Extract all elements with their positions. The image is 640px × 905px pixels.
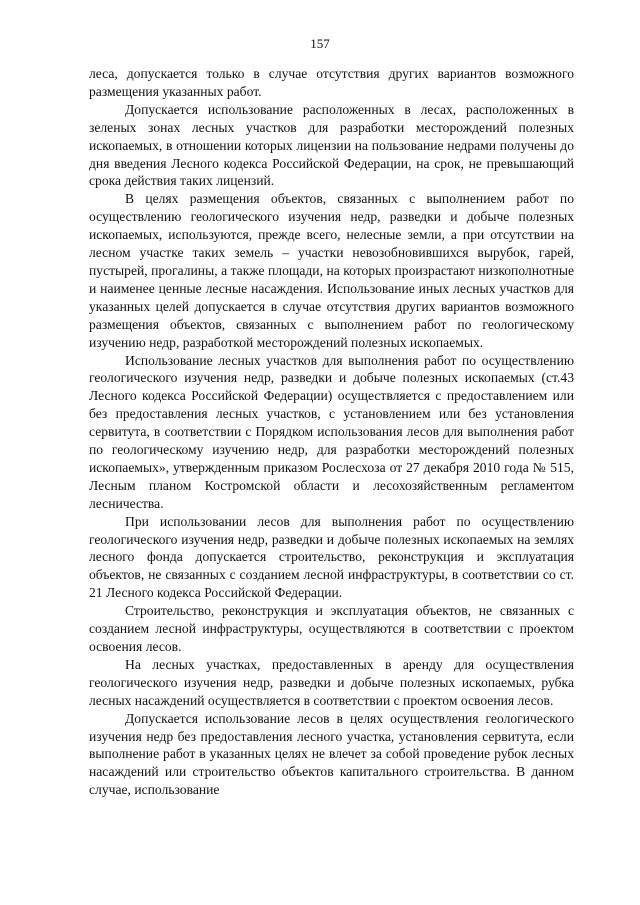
paragraph: При использовании лесов для выполнения работ по осуществлению геологического изучения недр, разведки и добыче полезных ископаемых на землях лесного фонда допускается строительство, реконструкция и эксплуатация объектов, не связанных с созданием лесной инфраструктуры, в соответствии со ст. 21 Лесного кодекса Российской Федерации. <box>89 513 574 601</box>
paragraph: леса, допускается только в случае отсутствия других вариантов возможного размещения указанных работ. <box>89 66 574 99</box>
paragraph: На лесных участках, предоставленных в аренду для осуществления геологического изучения недр, разведки и добыче полезных ископаемых, рубка лесных насаждений осуществляется в соответствии с проектом освоения лесов. <box>89 656 574 708</box>
paragraph: Строительство, реконструкция и эксплуатация объектов, не связанных с созданием лесной инфраструктуры, осуществляются в соответствии с проектом освоения лесов. <box>89 603 574 654</box>
paragraph: Допускается использование лесов в целях осуществления геологического изучения недр без предоставления лесного участка, установления сервитута, если выполнение работ в указанных целях не влечет за собой проведение рубок лесных насаждений или строительство объектов капитального строительства. В данном случае, использование <box>89 710 574 798</box>
document-body <box>89 65 574 799</box>
page-number: 157 <box>310 36 330 51</box>
paragraph: Допускается использование расположенных в лесах, расположенных в зеленых зонах лесных участков для разработки месторождений полезных ископаемых, в отношении которых лицензии на пользование недрами получены до дня введения Лесного кодекса Российской Федерации, на срок, не превышающий срока действия таких лицензий. <box>89 101 574 189</box>
paragraph: Использование лесных участков для выполнения работ по осуществлению геологического изучения недр, разведки и добыче полезных ископаемых (ст.43 Лесного кодекса Российской Федерации) осуществляется с предоставлением или без предоставления лесных участков, с установлением или без установления сервитута, в соответствии с Порядком использования лесов для выполнения работ по геологическому изучению недр, для разработки месторождений полезных ископаемых», утвержденным приказом Рослесхоза от 27 декабря 2010 года № 515, Лесным планом Костромской области и лесохозяйственным регламентом лесничества. <box>89 352 574 511</box>
paragraph: В целях размещения объектов, связанных с выполнением работ по осуществлению геологического изучения недр, разведки и добыче полезных ископаемых, используются, прежде всего, нелесные земли, а при отсутствии на лесном участке таких земель – участки невозобновившихся вырубок, гарей, пустырей, прогалины, а также площади, на которых произрастают низкополнотные и наименее ценные лесные насаждения. Использование иных лесных участков для указанных целей допускается в случае отсутствия других вариантов возможного размещения объектов, связанных с выполнением работ по геологическому изучению недр, разработкой месторождений полезных ископаемых. <box>89 191 574 350</box>
